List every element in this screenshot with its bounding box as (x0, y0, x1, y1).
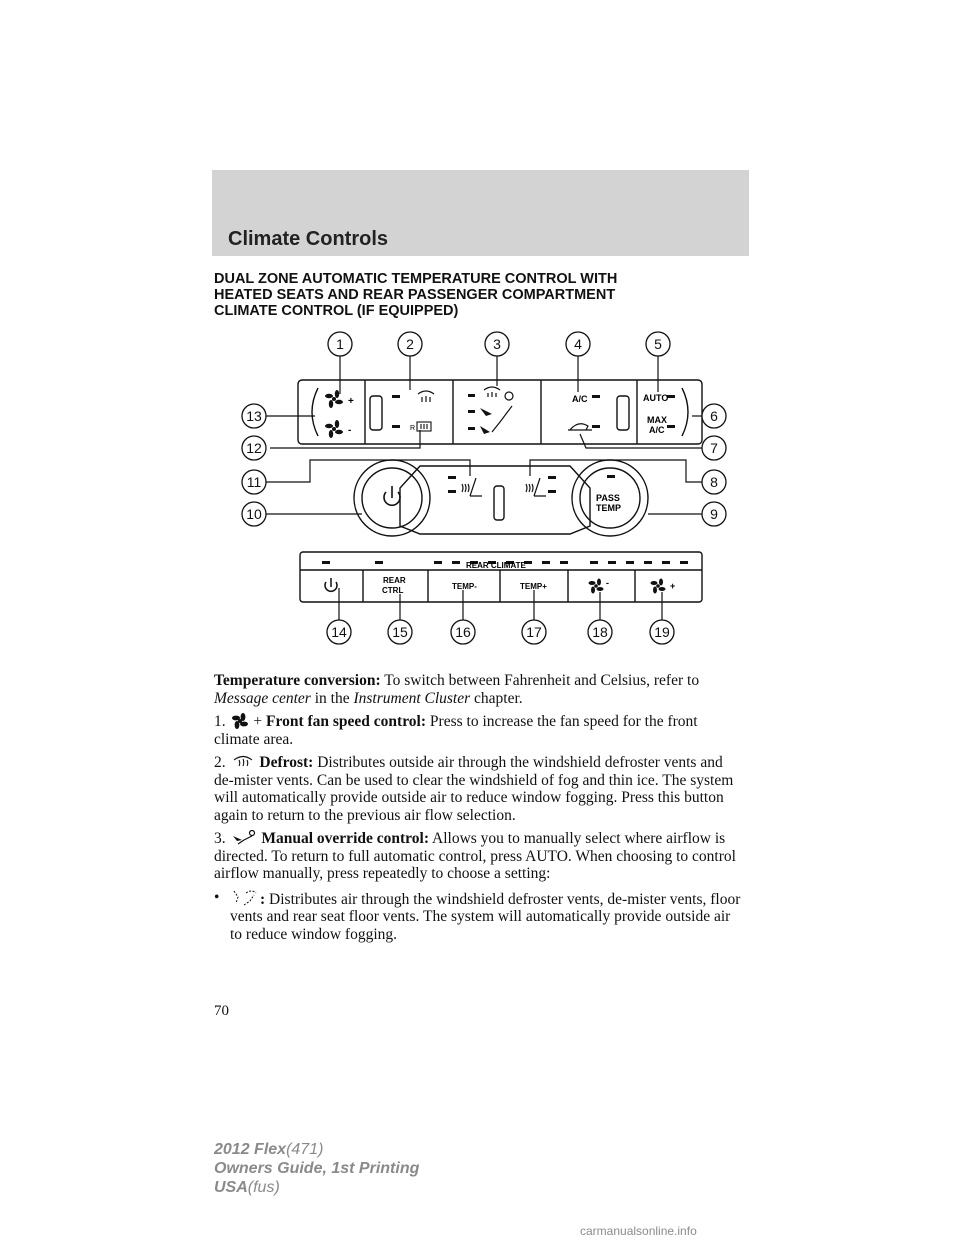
item-3-label: Manual override control: (261, 830, 429, 847)
fan-icon (232, 713, 248, 729)
callout-16: 16 (455, 624, 471, 640)
rear-climate-label: REAR CLIMATE (466, 561, 526, 570)
body-text (214, 672, 744, 949)
airflow-icon (484, 387, 513, 432)
bullet-dot: • (214, 888, 220, 906)
climate-control-diagram (230, 326, 730, 656)
item-1-text: Press to increase the fan speed for the front climate area. (214, 713, 698, 748)
callout-11: 11 (246, 474, 262, 490)
footer-region: USA (214, 1179, 248, 1196)
callout-9: 9 (710, 506, 718, 522)
rear-power-icon (325, 578, 337, 591)
item-3-text: Allows you to manually select where airflow is directed. To return to full automatic control, press AUTO. When choosing to control airflow manually, press repeatedly to choose a setting: (214, 830, 736, 882)
auto-label: AUTO (643, 393, 669, 403)
callout-1: 1 (336, 336, 344, 352)
fan-plus-label: + (348, 396, 354, 407)
bullet-item (214, 889, 744, 944)
item-1-number: 1. (214, 713, 226, 730)
defrost-icon (232, 754, 254, 770)
temp-conversion-label: Temperature conversion: (214, 672, 381, 689)
item-2-paragraph (214, 754, 744, 824)
footer-model-code: (471) (286, 1141, 324, 1158)
rear-label: REAR (383, 576, 406, 585)
chapter-text: chapter. (474, 689, 523, 707)
callout-13: 13 (246, 408, 262, 424)
temperature-conversion-paragraph (214, 672, 744, 707)
footer (214, 1140, 419, 1197)
callout-17: 17 (526, 624, 542, 640)
ctrl-label: CTRL (382, 586, 404, 595)
callout-14: 14 (331, 624, 347, 640)
page-title: Climate Controls (228, 228, 389, 250)
rear-fan-icon (589, 579, 604, 594)
callout-10: 10 (246, 506, 262, 522)
recirc-r-label: R (410, 425, 416, 432)
message-center-ref: Message center (214, 689, 311, 707)
callout-6: 6 (710, 408, 718, 424)
arrow-icon (480, 408, 492, 434)
ac-label: A/C (572, 394, 588, 404)
item-1-plus: + (253, 713, 263, 730)
footer-guide: Owners Guide, 1st Printing (214, 1160, 420, 1177)
manual-override-icon (232, 830, 256, 846)
rear-fan-minus-label: - (606, 578, 609, 588)
item-2-label: Defrost: (259, 754, 314, 771)
callout-12: 12 (246, 440, 262, 456)
rear-fan-plus-label: + (670, 581, 676, 591)
callout-19: 19 (654, 624, 670, 640)
floor-defrost-icon (232, 889, 258, 907)
callout-2: 2 (406, 336, 414, 352)
fan-icon (325, 420, 343, 438)
section-heading: DUAL ZONE AUTOMATIC TEMPERATURE CONTROL WITH HEATED SEATS AND REAR PASSENGER COMPARTMENT CLIMATE CONTROL (IF EQUIPPED) (214, 271, 618, 319)
rear-defrost-icon (417, 422, 431, 431)
fan-minus-label: - (348, 425, 352, 436)
item-1-paragraph (214, 713, 744, 748)
callout-3: 3 (493, 336, 501, 352)
temp-conversion-text: To switch between Fahrenheit and Celsius, refer to (384, 672, 700, 689)
callout-4: 4 (574, 336, 582, 352)
heated-seat-icon (462, 478, 482, 496)
callout-8: 8 (710, 474, 718, 490)
item-2-number: 2. (214, 754, 226, 771)
temp-minus-label: TEMP- (452, 582, 477, 591)
temp-label: TEMP (596, 503, 622, 513)
item-3-paragraph (214, 830, 744, 883)
bullet-colon: : (260, 890, 266, 908)
max-label: MAX (647, 415, 667, 425)
footer-region-code: (fus) (247, 1179, 280, 1196)
pass-label: PASS (596, 493, 620, 503)
in-the-text: in the (314, 689, 350, 707)
page-number: 70 (214, 1003, 229, 1019)
callout-5: 5 (654, 336, 662, 352)
footer-model: 2012 Flex (214, 1141, 287, 1158)
callout-7: 7 (710, 440, 718, 456)
callout-18: 18 (592, 624, 608, 640)
temp-plus-label: TEMP+ (520, 582, 547, 591)
rear-fan-icon (651, 579, 666, 594)
max-ac-label: A/C (649, 425, 665, 435)
defrost-icon (418, 391, 434, 402)
bullet-text: Distributes air through the windshield defroster vents, de-mister vents, floor vents and rear seat floor vents. The system will automatically provide outside air to reduce window fogging. (230, 890, 741, 943)
recirculation-icon (568, 424, 592, 430)
instrument-cluster-ref: Instrument Cluster (353, 689, 471, 707)
item-2-text: Distributes outside air through the windshield defroster vents and de-mister vents. Can be used to clear the windshield of fog and thin ice. The system will automatically provide outside air to reduce window fogging. Press this button again to return to the previous air flow selection. (214, 754, 734, 824)
item-3-number: 3. (214, 830, 226, 847)
watermark: carmanualsonline.info (580, 1224, 697, 1238)
callout-15: 15 (392, 624, 408, 640)
heated-seat-icon (526, 478, 546, 496)
rear-panel-outline (300, 552, 702, 602)
power-icon (384, 486, 400, 505)
item-1-label: Front fan speed control: (266, 713, 427, 730)
